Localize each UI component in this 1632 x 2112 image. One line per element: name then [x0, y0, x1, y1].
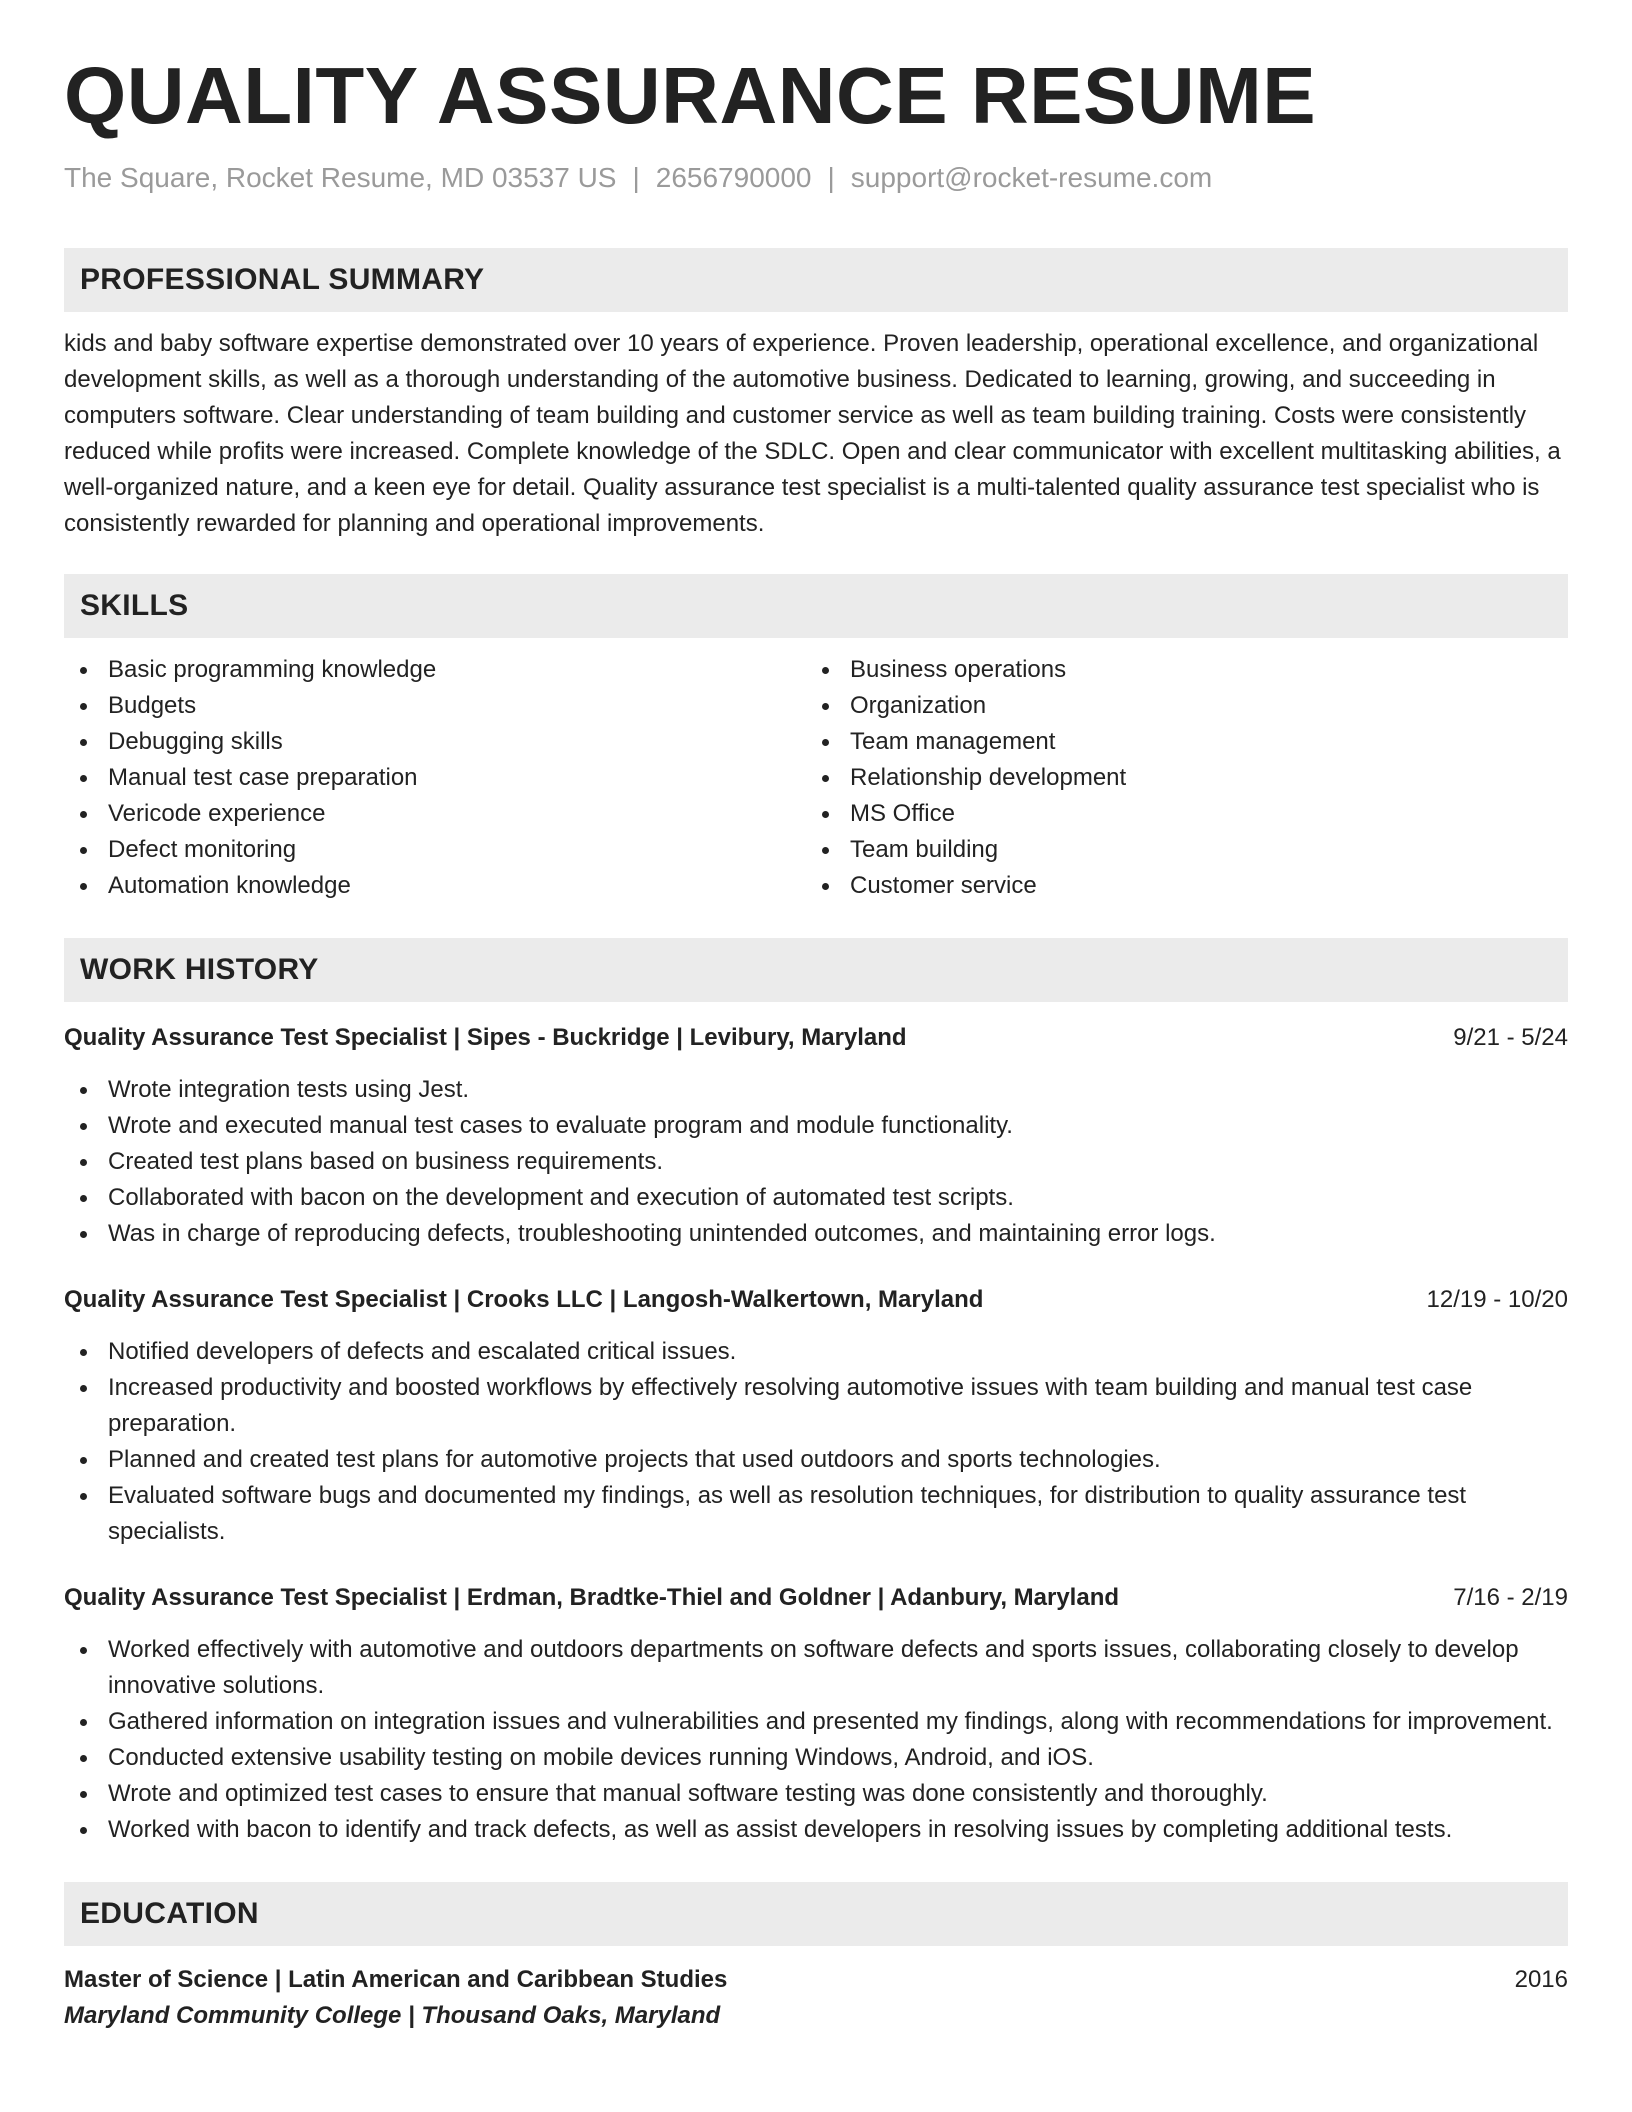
job-dates: 9/21 - 5/24 — [1453, 1024, 1568, 1052]
job-bullet: Wrote and optimized test cases to ensure that manual software testing was done consistently and thoroughly. — [64, 1776, 1568, 1812]
job-bullet: Was in charge of reproducing defects, troubleshooting unintended outcomes, and maintaining error logs. — [64, 1216, 1568, 1252]
job-bullet: Increased productivity and boosted workflows by effectively resolving automotive issues with team building and manual test case preparation. — [64, 1370, 1568, 1442]
skill-item: Automation knowledge — [64, 868, 806, 904]
job-entry — [64, 1580, 1568, 1848]
skill-item: MS Office — [806, 796, 1548, 832]
professional-summary-text: kids and baby software expertise demonstrated over 10 years of experience. Proven leadership, operational excellence, and organizational development skills, as well as a thorough understanding of the automotive business. Dedicated to learning, growing, and succeeding in computers software. Clear understanding of team building and customer service as well as team building training. Costs were consistently reduced while profits were increased. Complete knowledge of the SDLC. Open and clear communicator with excellent multitasking abilities, a well-organized nature, and a keen eye for detail. Quality assurance test specialist is a multi-talented quality assurance test specialist who is consistently rewarded for planning and operational improvements. — [64, 330, 1561, 538]
education-title-row — [64, 1962, 1568, 1998]
job-bullet: Worked with bacon to identify and track defects, as well as assist developers in resolving issues by completing additional tests. — [64, 1812, 1568, 1848]
job-bullet: Evaluated software bugs and documented my findings, as well as resolution techniques, for distribution to quality assurance test specialists. — [64, 1478, 1568, 1550]
section-header-professional-summary: PROFESSIONAL SUMMARY — [64, 248, 1568, 312]
job-bullet: Conducted extensive usability testing on mobile devices running Windows, Android, and iOS. — [64, 1740, 1568, 1776]
job-bullet: Worked effectively with automotive and outdoors departments on software defects and sports issues, collaborating closely to develop innovative solutions. — [64, 1632, 1568, 1704]
skill-item: Organization — [806, 688, 1548, 724]
job-entry — [64, 1020, 1568, 1252]
skill-item: Defect monitoring — [64, 832, 806, 868]
skill-item: Basic programming knowledge — [64, 652, 806, 688]
job-bullet: Collaborated with bacon on the development and execution of automated test scripts. — [64, 1180, 1568, 1216]
section-header-work-history: WORK HISTORY — [64, 938, 1568, 1002]
job-title-row — [64, 1020, 1568, 1056]
job-bullets — [64, 1072, 1568, 1252]
skill-item: Budgets — [64, 688, 806, 724]
section-header-education: EDUCATION — [64, 1882, 1568, 1946]
job-bullets — [64, 1632, 1568, 1848]
education-degree: Master of Science | Latin American and Caribbean Studies — [64, 1966, 728, 1994]
job-bullet: Wrote and executed manual test cases to evaluate program and module functionality. — [64, 1108, 1568, 1144]
skill-item: Debugging skills — [64, 724, 806, 760]
contact-separator: | — [632, 162, 640, 193]
job-title: Quality Assurance Test Specialist | Erdman, Bradtke-Thiel and Goldner | Adanbury, Maryland — [64, 1584, 1120, 1612]
skill-item: Customer service — [806, 868, 1548, 904]
job-bullet: Notified developers of defects and escalated critical issues. — [64, 1334, 1568, 1370]
job-dates: 12/19 - 10/20 — [1426, 1286, 1568, 1314]
skill-item: Manual test case preparation — [64, 760, 806, 796]
education-year: 2016 — [1514, 1966, 1568, 1994]
job-dates: 7/16 - 2/19 — [1453, 1584, 1568, 1612]
contact-address: The Square, Rocket Resume, MD 03537 US — [64, 162, 617, 193]
job-title-row — [64, 1580, 1568, 1616]
job-title: Quality Assurance Test Specialist | Sipes - Buckridge | Levibury, Maryland — [64, 1024, 907, 1052]
skill-item: Relationship development — [806, 760, 1548, 796]
job-bullet: Gathered information on integration issues and vulnerabilities and presented my findings, along with recommendations for improvement. — [64, 1704, 1568, 1740]
skill-item: Team management — [806, 724, 1548, 760]
section-header-skills: SKILLS — [64, 574, 1568, 638]
contact-separator: | — [827, 162, 835, 193]
job-entry — [64, 1282, 1568, 1550]
resume-title: QUALITY ASSURANCE RESUME — [64, 51, 1317, 140]
skills-column-right — [806, 652, 1548, 904]
job-bullet: Created test plans based on business requirements. — [64, 1144, 1568, 1180]
job-title-row — [64, 1282, 1568, 1318]
skills-list — [64, 652, 1568, 904]
skill-item: Business operations — [806, 652, 1548, 688]
skill-item: Vericode experience — [64, 796, 806, 832]
skills-column-left — [64, 652, 806, 904]
job-bullet: Wrote integration tests using Jest. — [64, 1072, 1568, 1108]
job-title: Quality Assurance Test Specialist | Crooks LLC | Langosh-Walkertown, Maryland — [64, 1286, 984, 1314]
education-school: Maryland Community College | Thousand Oaks, Maryland — [64, 2002, 721, 2030]
job-bullet: Planned and created test plans for automotive projects that used outdoors and sports technologies. — [64, 1442, 1568, 1478]
education-entry — [64, 1962, 1568, 2034]
job-bullets — [64, 1334, 1568, 1550]
contact-line — [64, 160, 1568, 196]
skill-item: Team building — [806, 832, 1548, 868]
contact-email: support@rocket-resume.com — [850, 162, 1213, 193]
contact-phone: 2656790000 — [655, 162, 812, 193]
